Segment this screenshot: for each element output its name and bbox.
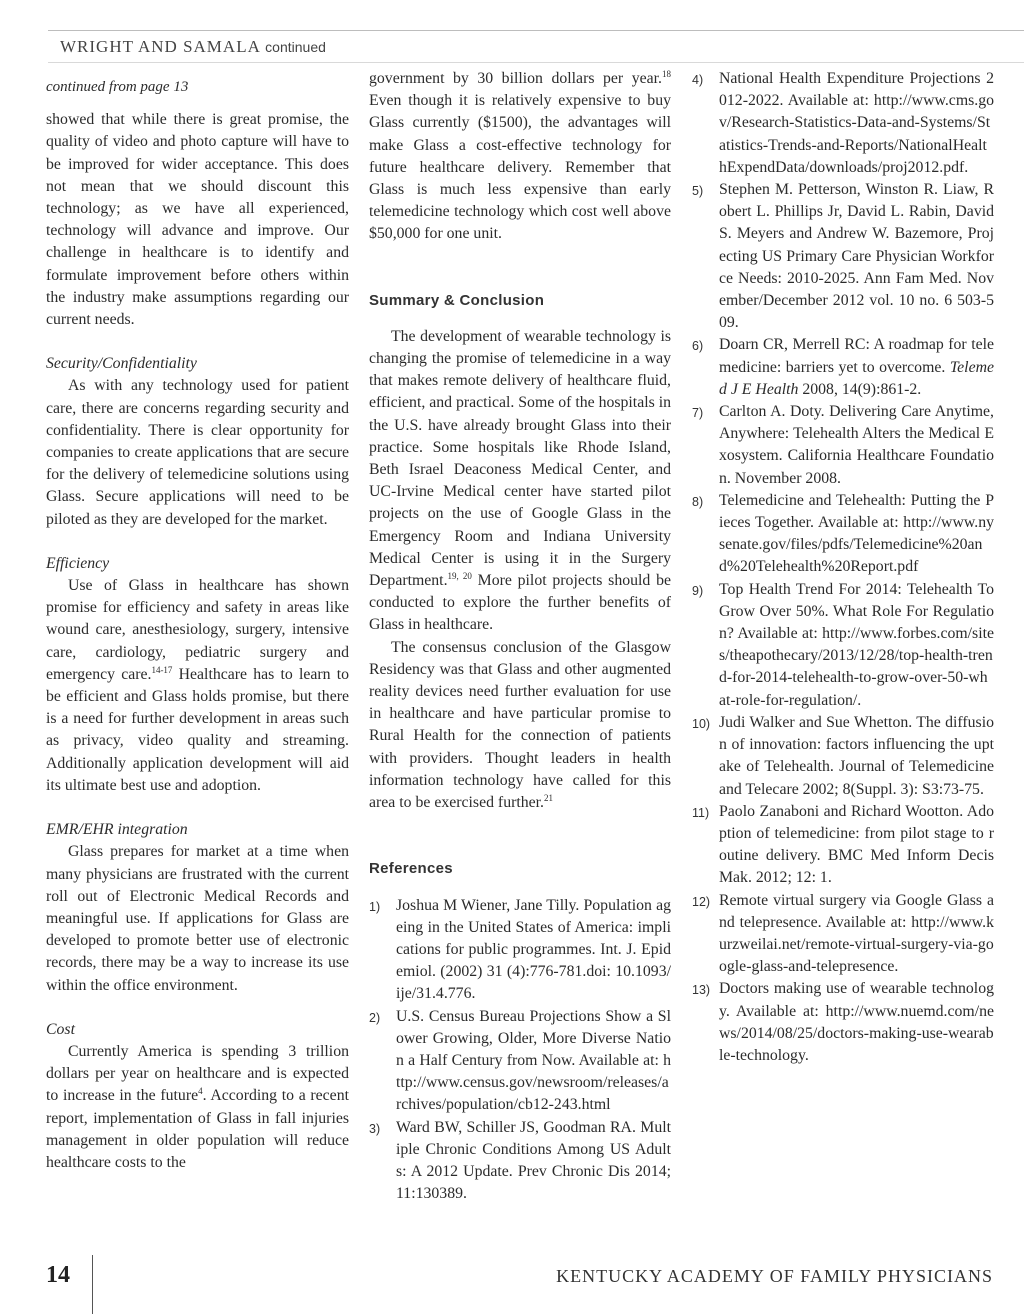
cost-subheading: Cost bbox=[46, 1020, 75, 1038]
reference-item bbox=[369, 1117, 671, 1206]
reference-number: 6) bbox=[692, 339, 704, 354]
reference-text: Ward BW, Schiller JS, Goodman RA. Multiple Chronic Conditions Among US Adults: A 2012 Update. Prev Chronic Dis 2014; 11:130389. bbox=[396, 1118, 671, 1203]
efficiency-text-b: Healthcare has to learn to be efficient and Glass holds promise, but there is a need for further development in areas such as privacy, video quality and streaming. Additionally application development will aid its ultimate best use and adoption. bbox=[46, 665, 349, 794]
running-head-authors: WRIGHT AND SAMALA bbox=[60, 37, 260, 56]
summary-1-text-b: More pilot projects should be conducted to explore the further benefits of Glass in healthcare. bbox=[369, 572, 671, 634]
summary-paragraph-1 bbox=[369, 326, 671, 637]
emr-paragraph: Glass prepares for market at a time when many physicians are frustrated with the current roll out of Electronic Medical Records and meaningful use. If applications for Glass are developed to promote better use of electronic records, there may be a way to increase its use within the office environment. bbox=[46, 843, 349, 994]
reference-item bbox=[692, 490, 994, 579]
reference-item bbox=[369, 895, 671, 1006]
security-subheading: Security/Confidentiality bbox=[46, 355, 197, 373]
reference-number: 10) bbox=[692, 716, 711, 731]
reference-text: Remote virtual surgery via Google Glass and telepresence. Available at: http://www.kurzweilai.net/remote-virtual-surgery-via-google-glass-and-telepresence. bbox=[719, 891, 994, 976]
reference-number: 3) bbox=[369, 1121, 381, 1136]
cost-cont-text-b: Even though it is relatively expensive to buy Glass currently ($1500), the advantages will make Glass a cost-effective technology for future healthcare delivery. Remember that Glass is much less expensive than early telemedicine technology which cost well above $50,000 for one unit. bbox=[369, 92, 671, 243]
citation-superscript: 19, 20 bbox=[447, 571, 472, 582]
reference-item bbox=[692, 712, 994, 801]
cost-text-b: . According to a recent report, implementation of Glass in fall injuries management in older population will reduce healthcare costs to the bbox=[46, 1087, 349, 1171]
summary-2-text: The consensus conclusion of the Glasgow Residency was that Glass and other augmented reality devices need further evaluation for use in healthcare and have particular promise to Rural Health for the connection of patients with providers. Thought leaders in health information technology have called for this area to be exercised further. bbox=[369, 638, 671, 812]
efficiency-subheading: Efficiency bbox=[46, 554, 110, 572]
continued-from-note: continued from page 13 bbox=[46, 79, 189, 95]
column-middle bbox=[369, 68, 671, 1205]
citation-superscript: 4 bbox=[198, 1086, 203, 1097]
cost-continued-paragraph bbox=[369, 68, 671, 246]
reference-journal-italic: Telemed J E Health bbox=[719, 358, 994, 398]
cost-paragraph bbox=[46, 1041, 349, 1174]
reference-number: 11) bbox=[692, 805, 710, 820]
reference-item bbox=[692, 579, 994, 712]
citation-superscript: 21 bbox=[543, 793, 553, 804]
reference-number: 7) bbox=[692, 406, 704, 421]
reference-item bbox=[692, 334, 994, 401]
header-subrule bbox=[48, 62, 1024, 63]
journal-name: KENTUCKY ACADEMY OF FAMILY PHYSICIANS bbox=[556, 1266, 993, 1286]
column-right bbox=[692, 68, 994, 1067]
security-paragraph: As with any technology used for patient care, there are concerns regarding security and confidentiality. There is clear opportunity for companies to create applications that are secure for the delivery of telemedicine solutions using Glass. Secure applications will need to be piloted as they are developed for the market. bbox=[46, 377, 349, 528]
reference-number: 5) bbox=[692, 184, 704, 199]
reference-text: U.S. Census Bureau Projections Show a Slower Growing, Older, More Diverse Nation a Half Century from Now. Available at: http://www.census.gov/newsroom/releases/archives/population/cb12-243.html bbox=[396, 1007, 671, 1114]
cost-cont-text-a: government by 30 billion dollars per year. bbox=[369, 70, 662, 87]
reference-text: Carlton A. Doty. Delivering Care Anytime, Anywhere: Telehealth Alters the Medical Exosystem. California Healthcare Foundation. November 2008. bbox=[719, 403, 994, 487]
reference-text: Top Health Trend For 2014: Telehealth To Grow Over 50%. What Role For Regulation? Available at: http://www.forbes.com/sites/theapothecary/2013/12/28/top-health-trend-for-2014-telehealth-to-grow-over-50-what-role-for-regulation/. bbox=[719, 580, 994, 709]
reference-number: 4) bbox=[692, 73, 704, 87]
citation-superscript: 18 bbox=[662, 69, 671, 79]
reference-item bbox=[692, 401, 994, 490]
reference-text: Doctors making use of wearable technology. Available at: http://www.nuemd.com/news/2014/08/25/doctors-making-use-wearable-technology. bbox=[719, 980, 994, 1064]
column-left bbox=[46, 68, 349, 1174]
citation-superscript: 14-17 bbox=[151, 664, 173, 675]
reference-text-b: 2008, 14(9):861-2. bbox=[798, 380, 922, 398]
cost-text-a: Currently America is spending 3 trillion dollars per year on healthcare and is expected to increase in the future bbox=[46, 1042, 349, 1105]
emr-subheading: EMR/EHR integration bbox=[46, 821, 188, 839]
running-head-continued: continued bbox=[265, 39, 326, 55]
reference-number: 12) bbox=[692, 894, 711, 909]
reference-text: Stephen M. Petterson, Winston R. Liaw, Robert L. Phillips Jr, David L. Rabin, David S. Meyers and Andrew W. Bazemore, Projecting US Primary Care Physician Workforce Needs: 2010-2025. Ann Fam Med. November/December 2012 vol. 10 no. 6 503-509. bbox=[719, 181, 994, 332]
reference-text bbox=[719, 334, 994, 401]
summary-1-text-a: The development of wearable technology is changing the promise of telemedicine in a way that makes remote delivery of healthcare fluid, efficient, and practical. Some of the hospitals in the U.S. have already brought Glass into their practice. Some hospitals like Rhode Island, Beth Israel Deaconess Medical Center, and UC-Irvine Medical center have started pilot projects on the use of Google Glass in the Emergency Room and Indiana University Medical Center is using it in the Surgery Department. bbox=[369, 327, 671, 590]
reference-item bbox=[692, 179, 994, 334]
efficiency-paragraph bbox=[46, 575, 349, 797]
header-rule bbox=[48, 30, 1024, 31]
reference-text-a: Doarn CR, Merrell RC: A roadmap for telemedicine: barriers yet to overcome. bbox=[719, 336, 994, 376]
running-head bbox=[60, 37, 326, 57]
reference-number: 13) bbox=[692, 983, 711, 998]
page-number: 14 bbox=[46, 1262, 70, 1288]
summary-paragraph-2 bbox=[369, 637, 671, 815]
reference-number: 9) bbox=[692, 583, 704, 598]
reference-text: Judi Walker and Sue Whetton. The diffusion of innovation: factors influencing the uptake of Telehealth. Journal of Telemedicine and Telecare 2002; 8(Suppl. 3): S3:73-75. bbox=[719, 713, 994, 798]
reference-number: 2) bbox=[369, 1010, 381, 1025]
intro-paragraph: showed that while there is great promise, the quality of video and photo capture will have to be improved for wider acceptance. This does not mean that we should discount this technology; as we have all experienced, technology will advance and improve. Our challenge in healthcare is to identify and formulate improvement before others within the industry make assumptions regarding our current needs. bbox=[46, 111, 349, 329]
footer-rule bbox=[92, 1255, 93, 1314]
references-heading: References bbox=[369, 860, 453, 878]
reference-text: Telemedicine and Telehealth: Putting the Pieces Together. Available at: http://www.nysenate.gov/files/pdfs/Telemedicine%20and%20Telehealth%20Report.pdf bbox=[719, 491, 994, 576]
reference-text: National Health Expenditure Projections 2012-2022. Available at: http://www.cms.gov/Research-Statistics-Data-and-Systems/Statistics-Trends-and-Reports/NationalHealthExpendData/downloads/proj2012.pdf. bbox=[719, 70, 994, 176]
reference-text: Joshua M Wiener, Jane Tilly. Population ageing in the United States of America: implications for public programmes. Int. J. Epidemiol. (2002) 31 (4):776-781.doi: 10.1093/ije/31.4.776. bbox=[396, 896, 671, 1003]
reference-number: 8) bbox=[692, 494, 704, 509]
reference-text: Paolo Zanaboni and Richard Wootton. Adoption of telemedicine: from pilot stage to routine delivery. BMC Med Inform Decis Mak. 2012; 12: 1. bbox=[719, 802, 994, 887]
reference-item bbox=[369, 1006, 671, 1117]
reference-item bbox=[692, 978, 994, 1067]
reference-item bbox=[692, 801, 994, 890]
efficiency-text-a: Use of Glass in healthcare has shown promise for efficiency and safety in areas like wound care, anesthesiology, surgery, intensive care, cardiology, pediatric surgery and emergency care. bbox=[46, 577, 349, 683]
summary-heading: Summary & Conclusion bbox=[369, 291, 545, 309]
reference-item bbox=[692, 890, 994, 979]
reference-number: 1) bbox=[369, 899, 381, 914]
reference-item bbox=[692, 68, 994, 179]
